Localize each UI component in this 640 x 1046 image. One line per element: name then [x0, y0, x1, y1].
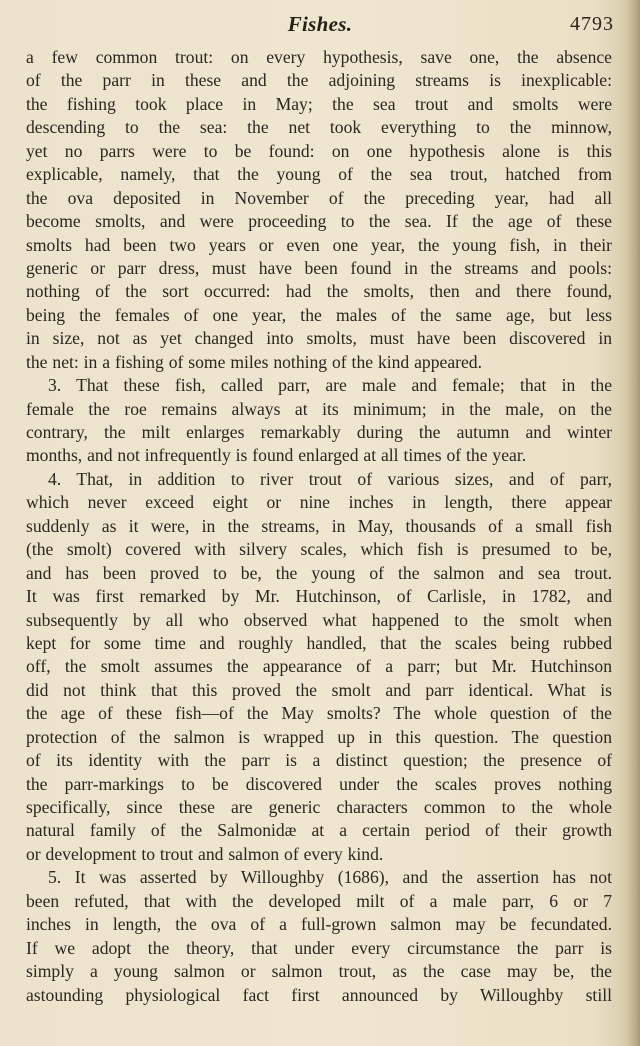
text-line: natural family of the Salmonidæ at a certain period of their growth [26, 820, 612, 841]
text-line: the parr-markings to be discovered under the scales proves nothing [26, 773, 612, 794]
text-line: contrary, the milt enlarges remarkably during the autumn and winter [26, 422, 612, 442]
text-line: kept for some time and roughly handled, that the scales being rubbed [26, 632, 612, 653]
text-line: specifically, since these are generic characters common to the whole [26, 797, 612, 817]
page-edge-shadow [626, 0, 640, 1046]
text-line: the net: in a fishing of some miles nothing of the kind appeared. [26, 351, 483, 372]
text-line: and has been proved to be, the young of the salmon and sea trout. [26, 562, 612, 583]
text-line: inches in length, the ova of a full-grown salmon may be fecundated. [26, 914, 612, 935]
page-number: 4793 [570, 13, 614, 35]
text-line: protection of the salmon is wrapped up in this question. The question [26, 726, 612, 747]
text-line: yet no parrs were to be found: on one hypothesis alone is this [26, 140, 612, 161]
text-line: the fishing took place in May; the sea trout and smolts were [26, 93, 612, 114]
text-line: female the roe remains always at its minimum; in the male, on the [26, 398, 612, 419]
text-line: in size, not as yet changed into smolts, must have been discovered in [26, 328, 612, 349]
text-line: nothing of the sort occurred: had the smolts, then and there found, [26, 281, 612, 302]
text-line: which never exceed eight or nine inches in length, there appear [26, 492, 612, 513]
text-line: explicable, namely, that the young of the sea trout, hatched from [26, 164, 612, 185]
text-line: or development to trout and salmon of every kind. [26, 843, 384, 864]
text-line: If we adopt the theory, that under every circumstance the parr is [26, 937, 612, 958]
text-line: simply a young salmon or salmon trout, as the case may be, the [26, 961, 612, 982]
text-line: 5. It was asserted by Willoughby (1686), and the assertion has not [48, 867, 612, 888]
text-line: months, and not infrequently is found enlarged at all times of the year. [26, 445, 527, 466]
text-line: descending to the sea: the net took everything to the minnow, [26, 117, 612, 138]
text-line: astounding physiological fact first announced by Willoughby still [26, 984, 612, 1005]
text-line: It was first remarked by Mr. Hutchinson, of Carlisle, in 1782, and [26, 586, 612, 607]
text-line: (the smolt) covered with silvery scales, which fish is presumed to be, [26, 539, 612, 560]
text-line: subsequently by all who observed what happened to the smolt when [26, 609, 612, 630]
text-line: 3. That these fish, called parr, are male and female; that in the [48, 375, 612, 396]
running-head: Fishes. [287, 12, 353, 36]
text-line: been refuted, that with the developed milt of a male parr, 6 or 7 [26, 890, 612, 911]
text-line: the ova deposited in November of the preceding year, had all [26, 187, 612, 208]
text-line: of the parr in these and the adjoining streams is inexplicable: [26, 70, 612, 91]
body-text [26, 46, 612, 1007]
text-line: a few common trout: on every hypothesis, save one, the absence [26, 47, 612, 67]
text-line: the age of these fish—of the May smolts? The whole question of the [26, 703, 612, 724]
text-line: of its identity with the parr is a distinct question; the presence of [26, 750, 612, 771]
text-line: generic or parr dress, must have been found in the streams and pools: [26, 257, 612, 278]
text-line: being the females of one year, the males of the same age, but less [26, 304, 612, 325]
text-line: did not think that this proved the smolt and parr identical. What is [26, 679, 612, 700]
text-line: off, the smolt assumes the appearance of a parr; but Mr. Hutchinson [26, 656, 612, 677]
page-header [0, 10, 640, 40]
text-line: smolts had been two years or even one year, the young fish, in their [26, 234, 612, 255]
text-line: become smolts, and were proceeding to the sea. If the age of these [26, 211, 612, 232]
text-line: 4. That, in addition to river trout of various sizes, and of parr, [48, 468, 612, 489]
text-line: suddenly as it were, in the streams, in May, thousands of a small fish [26, 515, 612, 536]
